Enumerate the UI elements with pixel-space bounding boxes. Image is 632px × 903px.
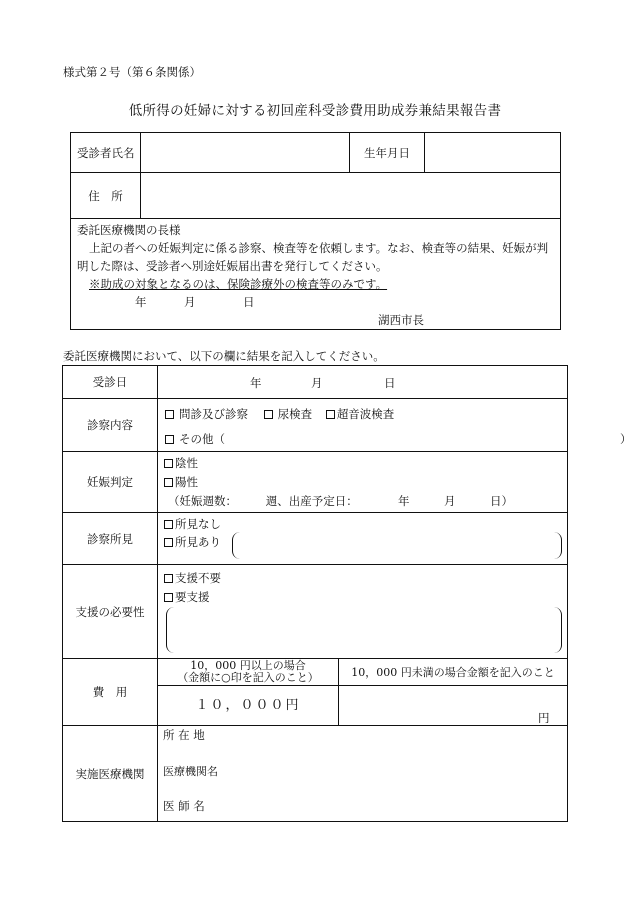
instruction-text: 委託医療機関において、以下の欄に結果を記入してください。 [63, 349, 385, 363]
exam-urine-label: 尿検査 [277, 407, 313, 421]
visit-month: 月 [311, 376, 323, 390]
findings-yes-label: 所見あり [175, 535, 221, 549]
support-yes-checkbox[interactable] [164, 593, 173, 602]
exam-urine-checkbox[interactable] [264, 410, 273, 419]
findings-detail-field[interactable] [232, 532, 562, 559]
dob-label-cell [350, 133, 425, 173]
request-body-line2: 明した際は、受診者へ別途妊娠届出書を発行してください。 [77, 259, 388, 273]
findings-label-cell [63, 513, 158, 565]
issuer: 湖西市長 [378, 313, 424, 327]
cost-under-label: 10，000 円未満の場合金額を記入のこと [351, 666, 555, 679]
cost-amount-field[interactable] [339, 686, 568, 726]
request-date-day: 日 [243, 295, 255, 309]
request-date-year: 年 [135, 295, 147, 309]
findings-cell [158, 513, 568, 565]
visit-date-label-cell [63, 366, 158, 399]
request-body-line1: 上記の者への妊娠判定に係る診察、検査等を依頼します。なお、検査等の結果、妊娠が判 [89, 241, 549, 255]
name-label-cell [71, 133, 141, 173]
support-none-label: 支援不要 [175, 571, 221, 585]
facility-label-cell [63, 726, 158, 822]
findings-yes-checkbox[interactable] [164, 538, 173, 547]
facility-cell[interactable] [158, 726, 568, 822]
cost-label: 費 用 [92, 685, 128, 699]
facility-address-label: 所 在 地 [163, 728, 205, 742]
facility-label: 実施医療機関 [75, 766, 145, 781]
support-label: 支援の必要性 [75, 604, 145, 619]
exam-other-label: その他（ [179, 432, 225, 446]
exam-interview-checkbox[interactable] [165, 410, 174, 419]
findings-none-label: 所見なし [175, 517, 221, 531]
gestation-line: （妊娠週数： 週、出産予定日： 年 月 日） [168, 494, 513, 508]
visit-year: 年 [250, 376, 262, 390]
name-field[interactable] [141, 133, 350, 173]
exam-ultrasound-label: 超音波検査 [336, 407, 395, 421]
exam-ultrasound-checkbox[interactable] [326, 410, 335, 419]
pregnancy-positive-checkbox[interactable] [164, 478, 173, 487]
exam-interview-label: 問診及び診察 [179, 407, 248, 421]
support-yes-label: 要支援 [175, 590, 210, 604]
pregnancy-cell [158, 452, 568, 513]
address-field[interactable] [141, 173, 561, 219]
visit-day: 日 [384, 376, 396, 390]
findings-label: 診察所見 [87, 531, 133, 546]
dob-label: 生年月日 [364, 145, 410, 160]
cost-over-line2: （金額に○印を記入のこと） [177, 671, 319, 684]
visit-date-field[interactable] [158, 366, 568, 399]
support-label-cell [63, 565, 158, 659]
pregnancy-label-cell [63, 452, 158, 513]
pregnancy-positive-label: 陽性 [175, 475, 198, 489]
address-label: 住 所 [88, 188, 123, 203]
cost-fixed-amount: １０，０００円 [195, 698, 301, 713]
exam-label: 診察内容 [87, 418, 133, 432]
request-note: ※助成の対象となるのは、保険診療外の検査等のみです。 [89, 277, 388, 291]
request-text-cell [71, 219, 561, 330]
pregnancy-negative-label: 陰性 [175, 456, 198, 470]
cost-over-line1: 10，000 円以上の場合 [190, 659, 306, 672]
cost-fixed-cell[interactable] [158, 686, 339, 726]
findings-none-checkbox[interactable] [164, 520, 173, 529]
results-table [62, 365, 632, 822]
facility-name-label: 医療機関名 [163, 765, 218, 778]
request-addressee: 委託医療機関の長様 [77, 223, 181, 237]
request-form-table [70, 132, 561, 330]
page-title: 低所得の妊婦に対する初回産科受診費用助成券兼結果報告書 [128, 103, 502, 119]
cost-under-header [339, 659, 568, 686]
exam-label-cell [63, 399, 158, 452]
exam-other-close: ） [620, 432, 632, 446]
visit-date-label: 受診日 [92, 375, 128, 389]
address-label-cell [71, 173, 141, 219]
exam-other-checkbox[interactable] [165, 435, 174, 444]
request-date-month: 月 [184, 295, 196, 309]
cost-yen-unit: 円 [538, 711, 550, 725]
cost-label-cell [63, 659, 158, 726]
support-cell [158, 565, 568, 659]
dob-field[interactable] [425, 133, 561, 173]
form-number: 様式第２号（第６条関係） [63, 65, 201, 79]
exam-cell [158, 399, 632, 452]
pregnancy-label: 妊娠判定 [87, 475, 133, 489]
support-none-checkbox[interactable] [164, 574, 173, 583]
support-detail-field[interactable] [166, 607, 562, 653]
facility-doctor-label: 医 師 名 [163, 799, 205, 813]
cost-over-header [158, 659, 339, 686]
pregnancy-negative-checkbox[interactable] [164, 459, 173, 468]
name-label: 受診者氏名 [77, 145, 135, 160]
